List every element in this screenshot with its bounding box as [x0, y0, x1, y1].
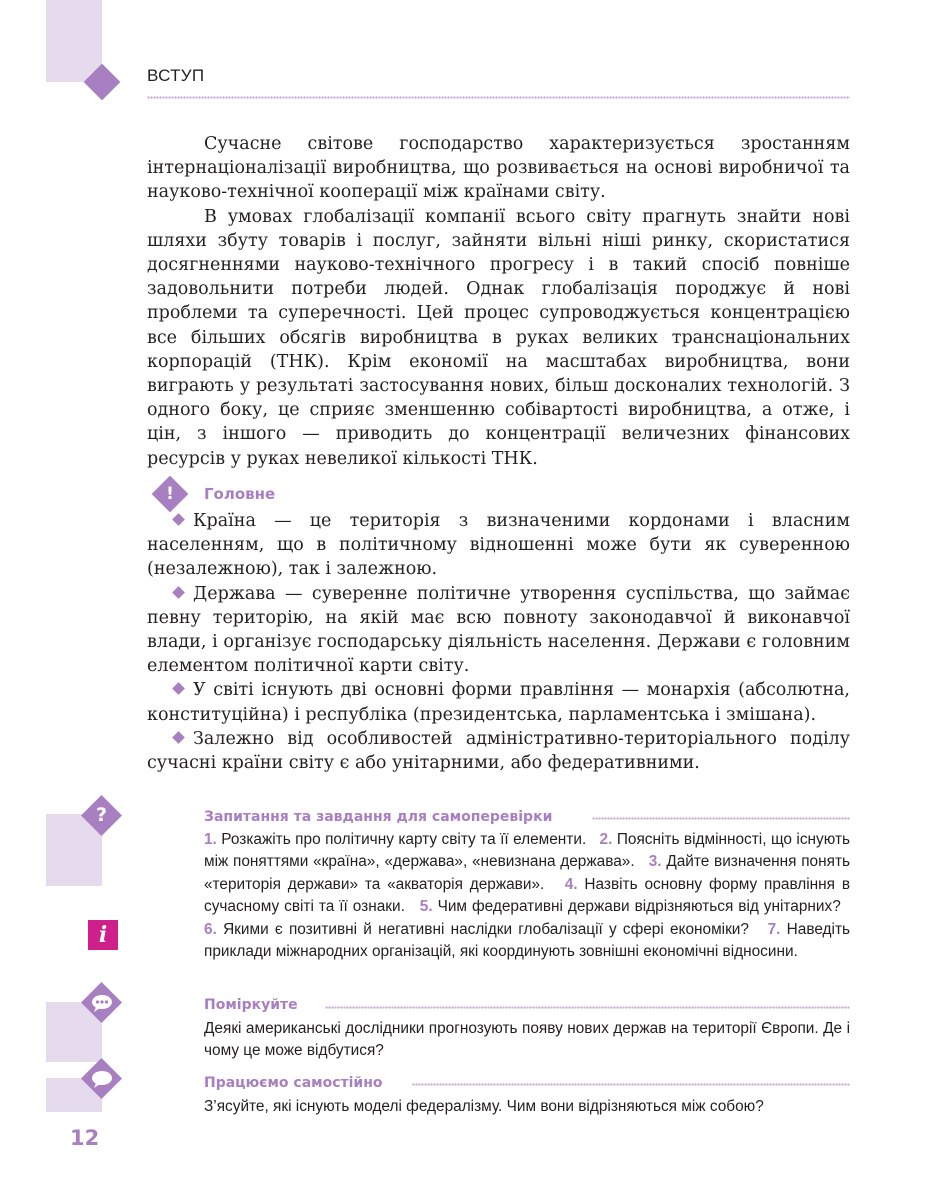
selfwork-text: З’ясуйте, які існують моделі федералізму. Чим вони відрізняються між собою? [204, 1098, 764, 1115]
question-item: 7. Наведіть приклади міжнародних організацій, які координують зовнішні економічні відносини. [204, 920, 851, 961]
bullet-diamond-icon [172, 683, 185, 696]
intro-text [147, 132, 850, 471]
important-label: Головне [204, 485, 276, 503]
question-item: 3. Дайте визначення понять «територія держави» та «акваторія держави». [204, 853, 851, 893]
page-number: 12 [70, 1126, 100, 1150]
info-icon: i [88, 920, 118, 950]
question-item: 2. Поясніть відмінності, що існують між поняттями «країна», «держава», «невизнана держава». [204, 831, 851, 871]
question-item: 5. Чим федеративні держави відрізняються від унітарних? [419, 898, 841, 916]
question-item: 4. Назвіть основну форму правління в сучасному світі та її ознаки. [204, 875, 850, 916]
question-mark-icon: ? [95, 804, 108, 826]
think-text: Деякі американські дослідники прогнозують появу нових держав на території Європи. Де і чому це може відбутися? [204, 1020, 850, 1060]
section-title: ВСТУП [147, 66, 205, 85]
questions-dotted-rule [592, 816, 850, 821]
question-item: 1. Розкажіть про політичну карту світу та її елементи. [204, 831, 587, 848]
selfwork-title: Працюємо самостійно [204, 1075, 383, 1091]
questions-list [204, 829, 850, 963]
header-decor-block [46, 0, 102, 82]
speech-bubble-icon [89, 1068, 115, 1090]
bullet-diamond-icon [172, 586, 185, 599]
header-dotted-rule [147, 95, 850, 100]
definition-item: Залежно від особливостей адміністративно-територіального поділу сучасні країни світу є або унітарними, або федеративними. [147, 728, 850, 774]
exclamation-icon: ! [166, 484, 174, 504]
speech-bubble-dots-icon [89, 992, 115, 1014]
think-dotted-rule [325, 1005, 850, 1010]
intro-paragraph: Сучасне світове господарство характеризується зростанням інтернаціоналізації виробництва, що розвивається на основі виробничої та науково-технічної кооперації між країнами світу. [147, 134, 850, 203]
definition-item: Держава — суверенне політичне утворення суспільства, що займає певну територію, на якій має всю повноту законодавчої й виконавчої влади, і організує господарську діяльність населення. Держави є головним елементом політичної карти світу. [147, 583, 850, 677]
definition-item: У світі існують дві основні форми правління — монархія (абсолютна, конституційна) і республіка (президентська, парламентська і змішана). [147, 680, 850, 725]
think-title: Поміркуйте [204, 997, 298, 1013]
selfwork-dotted-rule [412, 1082, 850, 1087]
bullet-diamond-icon [172, 513, 185, 526]
question-item: 6. Якими є позитивні й негативні наслідки глобалізації у сфері економіки? [204, 920, 749, 938]
bullet-diamond-icon [172, 731, 185, 744]
questions-title: Запитання та завдання для самоперевірки [204, 809, 553, 825]
key-definitions [147, 509, 850, 775]
definition-item: Країна — це територія з визначеними кордонами і власним населенням, що в політичному відношенні може бути як суверенною (незалежною), так і залежною. [147, 511, 850, 580]
intro-paragraph: В умовах глобалізації компанії всього світу прагнуть знайти нові шляхи збуту товарів і послуг, зайняти вільні ніші ринку, скористатися досягненнями науково-технічного прогресу і в такий спосіб повніше задовольнити потреби людей. Однак глобалізація породжує й нові проблеми та суперечності. Цей процес супроводжується концентрацією все більших обсягів виробництва в руках великих транснаціональних корпорацій (ТНК). Крім економії на масштабах виробництва, вони виграють у результаті застосування нових, більш досконалих технологій. З одного боку, це сприяє зменшенню собівартості виробництва, а отже, і цін, з іншого — приводить до концентрації величезних фінансових ресурсів у руках невеликої кількості ТНК. [147, 206, 850, 469]
